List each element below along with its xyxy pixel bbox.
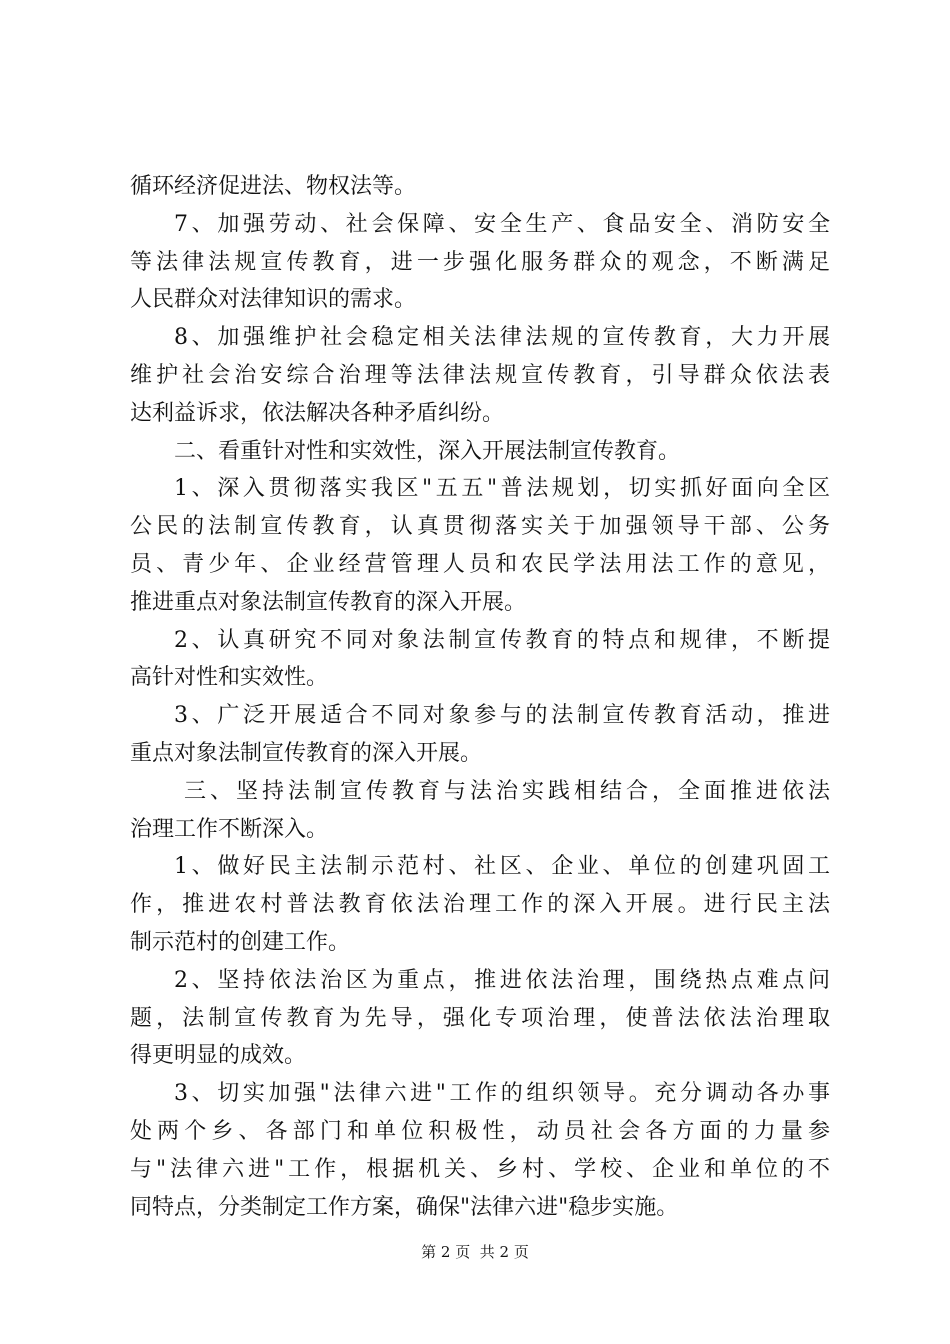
text-line: 3、切实加强"法律六进"工作的组织领导。充分调动各办事 [174, 1081, 830, 1107]
text-line: 人民群众对法律知识的需求。 [130, 287, 417, 313]
text-line: 高针对性和实效性。 [130, 665, 329, 691]
text-line: 1、深入贯彻落实我区"五五"普法规划，切实抓好面向全区 [174, 476, 830, 502]
text-line: 治理工作不断深入。 [130, 816, 329, 842]
text-line: 1、做好民主法制示范村、社区、企业、单位的创建巩固工 [174, 854, 830, 880]
text-line: 员、青少年、企业经营管理人员和农民学法用法工作的意见， [130, 551, 830, 577]
document-body [130, 168, 830, 1226]
text-line: 2、坚持依法治区为重点，推进依法治理，围绕热点难点问 [174, 967, 830, 993]
text-line: 2、认真研究不同对象法制宣传教育的特点和规律，不断提 [174, 627, 830, 653]
text-line: 重点对象法制宣传教育的深入开展。 [130, 740, 483, 766]
text-line: 同特点，分类制定工作方案，确保"法律六进"稳步实施。 [130, 1194, 679, 1220]
text-line: 作，推进农村普法教育依法治理工作的深入开展。进行民主法 [130, 892, 830, 918]
text-line: 7、加强劳动、社会保障、安全生产、食品安全、消防安全 [174, 211, 830, 237]
text-line: 维护社会治安综合治理等法律法规宣传教育，引导群众依法表 [130, 362, 830, 388]
text-line: 处两个乡、各部门和单位积极性，动员社会各方面的力量参 [130, 1118, 830, 1144]
text-line: 推进重点对象法制宣传教育的深入开展。 [130, 589, 527, 615]
text-line: 公民的法制宣传教育，认真贯彻落实关于加强领导干部、公务 [130, 514, 830, 540]
text-line: 制示范村的创建工作。 [130, 929, 351, 955]
text-line: 达利益诉求，依法解决各种矛盾纠纷。 [130, 400, 505, 426]
text-line: 循环经济促进法、物权法等。 [130, 174, 417, 199]
text-line: 等法律法规宣传教育，进一步强化服务群众的观念，不断满足 [130, 249, 830, 275]
text-line: 与"法律六进"工作，根据机关、乡村、学校、企业和单位的不 [130, 1156, 830, 1182]
section-heading: 三、坚持法制宣传教育与法治实践相结合，全面推进依法 [184, 778, 830, 804]
text-line: 得更明显的成效。 [130, 1043, 307, 1069]
page-number-footer: 第 2 页 共 2 页 [421, 1243, 529, 1261]
text-line: 3、广泛开展适合不同对象参与的法制宣传教育活动，推进 [174, 703, 830, 729]
section-heading: 二、看重针对性和实效性，深入开展法制宣传教育。 [174, 438, 681, 464]
text-line: 8、加强维护社会稳定相关法律法规的宣传教育，大力开展 [174, 325, 830, 351]
text-line: 题，法制宣传教育为先导，强化专项治理，使普法依法治理取 [130, 1005, 830, 1031]
